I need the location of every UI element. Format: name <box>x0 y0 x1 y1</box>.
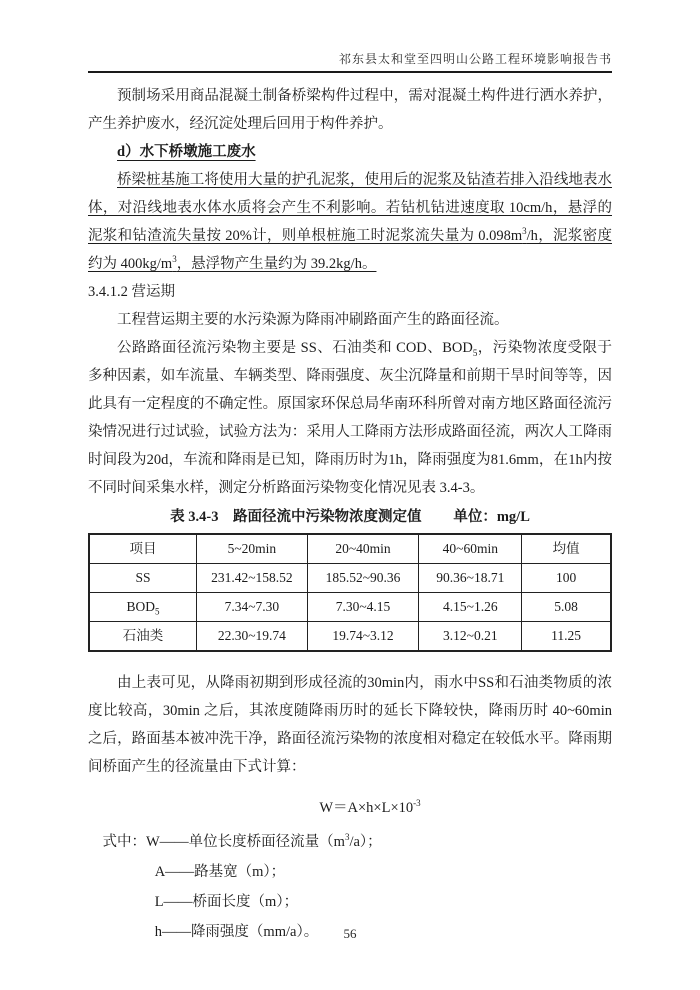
table-cell: 7.30~4.15 <box>307 593 419 622</box>
table-title <box>88 504 612 530</box>
table-cell: 231.42~158.52 <box>197 564 308 593</box>
table-row-bod5 <box>89 593 611 622</box>
table-header-average: 均值 <box>522 534 611 564</box>
table-cell: 3.12~0.21 <box>419 622 522 652</box>
definition-w-text-1: 式中：W——单位长度桥面径流量（m <box>102 834 345 850</box>
row-label-petroleum <box>89 622 197 652</box>
runoff-text-1: 公路路面径流污染物主要是 SS、石油类和 COD、BOD <box>117 340 473 356</box>
paragraph-runoff-conclusion: 由上表可见，从降雨初期到形成径流的30min内，雨水中SS和石油类物质的浓度比较高，30min 之后，其浓度随降雨历时的延长下降较快，降雨历时 40~60min 之后，路面基本被冲洗干净，路面径流污染物的浓度相对稳定在较低水平。降雨期间桥面产生的径流量由下式计算： <box>88 675 612 775</box>
table-header-40-60min: 40~60min <box>419 534 522 564</box>
table-cell: 11.25 <box>522 622 611 652</box>
slurry-text-2: /h，泥浆密度约为 400kg/m <box>88 228 612 272</box>
table-row-ss <box>89 564 611 593</box>
definition-w-superscript: 3 <box>344 832 350 843</box>
page-number: 56 <box>343 926 357 941</box>
table-cell: 22.30~19.74 <box>197 622 308 652</box>
page-footer <box>0 926 700 942</box>
table-cell: 5.08 <box>522 593 611 622</box>
slurry-superscript-1: 3 <box>522 226 527 237</box>
table-cell: 19.74~3.12 <box>307 622 419 652</box>
table-cell: 4.15~1.26 <box>419 593 522 622</box>
bod-subscript: 5 <box>472 347 478 358</box>
definition-w <box>88 827 612 857</box>
row-label-bod5 <box>89 593 197 622</box>
table-header-20-40min: 20~40min <box>307 534 419 564</box>
definition-a: A——路基宽（m）； <box>154 864 286 880</box>
pollutant-concentration-table <box>88 533 612 652</box>
row-label-sub: 5 <box>155 606 160 617</box>
formula-exponent: -3 <box>413 798 421 809</box>
runoff-formula <box>88 794 612 822</box>
heading-underwater-pier-label: d）水下桥墩施工废水 <box>117 144 256 160</box>
row-label-text: 石油类 <box>122 628 164 643</box>
paragraph-road-runoff-pollutants <box>88 334 612 502</box>
table-header-item: 项目 <box>89 534 197 564</box>
page-header <box>0 0 700 73</box>
slurry-text-1: 桥梁桩基施工将使用大量的护孔泥浆，使用后的泥浆及钻渣若排入沿线地表水体，对沿线地表水体水质将会产生不利影响。若钻机钻进速度取 10cm/h，悬浮的泥浆和钻渣流失量按 20%计，则单根桩施工时泥浆流失量为 0.098m <box>88 172 612 244</box>
table-row-petroleum <box>89 622 611 652</box>
table-header-5-20min: 5~20min <box>197 534 308 564</box>
table-caption: 表 3.4-3 路面径流中污染物浓度测定值 <box>170 509 422 525</box>
row-label-ss <box>89 564 197 593</box>
table-header-row <box>89 534 611 564</box>
table-cell: 7.34~7.30 <box>197 593 308 622</box>
paragraph-operation-source: 工程营运期主要的水污染源为降雨冲刷路面产生的路面径流。 <box>117 312 509 328</box>
slurry-text-3: ，悬浮物产生量约为 39.2kg/h。 <box>176 256 377 272</box>
slurry-superscript-2: 3 <box>172 254 177 265</box>
formula-base: W＝A×h×L×10 <box>319 800 414 816</box>
header-title: 祁东县太和堂至四明山公路工程环境影响报告书 <box>338 52 612 66</box>
row-label-text: BOD <box>126 599 156 614</box>
heading-underwater-pier-wastewater <box>88 138 612 166</box>
definition-h: h——降雨强度（mm/a）。 <box>154 924 319 940</box>
table-cell: 185.52~90.36 <box>307 564 419 593</box>
runoff-text-2: ，污染物浓度受限于多种因素，如车流量、车辆类型、降雨强度、灰尘沉降量和前期干旱时间等等，因此具有一定程度的不确定性。原国家环保总局华南环科所曾对南方地区路面径流污染情况进行过试验，试验方法为：采用人工降雨方法形成路面径流，两次人工降雨时间段为20d，车流和降雨是已知，降雨历时为1h，降雨强度为81.6mm，在1h内按不同时间采集水样，测定分析路面污染物变化情况见表 3.4-3。 <box>88 340 613 496</box>
table-cell: 90.36~18.71 <box>419 564 522 593</box>
row-label-text: SS <box>135 570 151 585</box>
paragraph-pile-slurry <box>88 166 612 278</box>
document-body <box>0 73 700 947</box>
heading-operation-period: 3.4.1.2 营运期 <box>88 284 175 300</box>
table-cell: 100 <box>522 564 611 593</box>
definition-w-text-2: /a）； <box>349 834 382 850</box>
definition-l: L——桥面长度（m）； <box>154 894 299 910</box>
table-unit-label: 单位：mg/L <box>453 509 530 525</box>
paragraph-precast-curing: 预制场采用商品混凝土制备桥梁构件过程中，需对混凝土构件进行洒水养护，产生养护废水，经沉淀处理后回用于构件养护。 <box>88 88 612 132</box>
